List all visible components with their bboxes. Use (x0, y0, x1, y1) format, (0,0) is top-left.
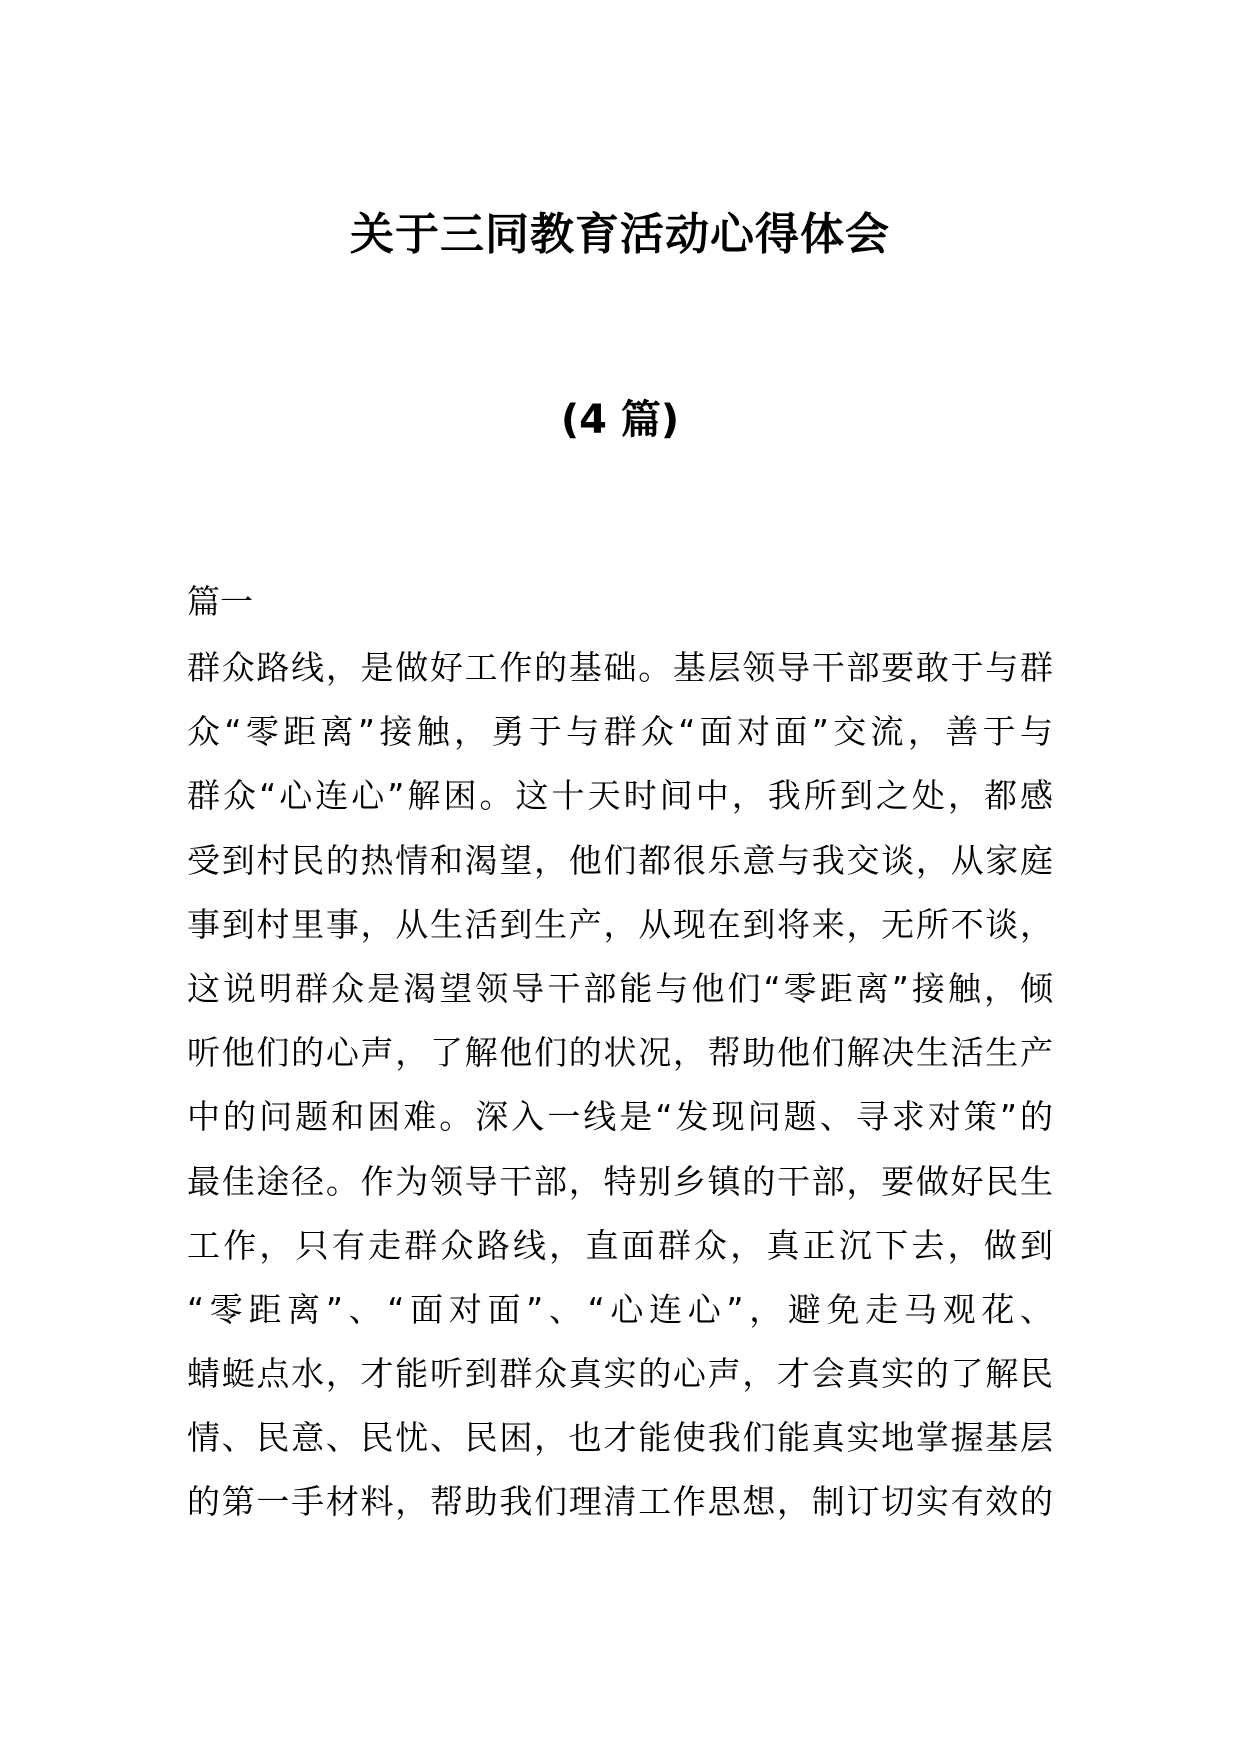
body-line: 众“零距离”接触，勇于与群众“面对面”交流，善于与 (187, 712, 1053, 752)
section-heading: 篇一 (187, 582, 253, 621)
document-subtitle: (4 篇) (560, 397, 680, 443)
body-line: 这说明群众是渴望领导干部能与他们“零距离”接触，倾 (187, 968, 1053, 1008)
body-line: 中的问题和困难。深入一线是“发现问题、寻求对策”的 (187, 1097, 1053, 1137)
body-line: 工作，只有走群众路线，直面群众，真正沉下去，做到 (187, 1225, 1053, 1265)
body-line: “零距离”、“面对面”、“心连心”，避免走马观花、 (187, 1289, 1053, 1329)
body-line: 群众“心连心”解困。这十天时间中，我所到之处，都感 (187, 776, 1053, 816)
body-line: 情、民意、民忧、民困，也才能使我们能真实地掌握基层 (187, 1418, 1053, 1458)
body-line: 听他们的心声，了解他们的状况，帮助他们解决生活生产 (187, 1033, 1053, 1073)
body-text (187, 636, 1053, 1535)
body-line: 事到村里事，从生活到生产，从现在到将来，无所不谈， (187, 904, 1053, 944)
document-title: 关于三同教育活动心得体会 (350, 209, 890, 260)
body-line: 的第一手材料，帮助我们理清工作思想，制订切实有效的 (187, 1482, 1053, 1522)
body-line: 蜻蜓点水，才能听到群众真实的心声，才会真实的了解民 (187, 1354, 1053, 1394)
body-line: 受到村民的热情和渴望，他们都很乐意与我交谈，从家庭 (187, 840, 1053, 880)
body-line: 最佳途径。作为领导干部，特别乡镇的干部，要做好民生 (187, 1161, 1053, 1201)
body-line: 群众路线，是做好工作的基础。基层领导干部要敢于与群 (187, 648, 1053, 687)
